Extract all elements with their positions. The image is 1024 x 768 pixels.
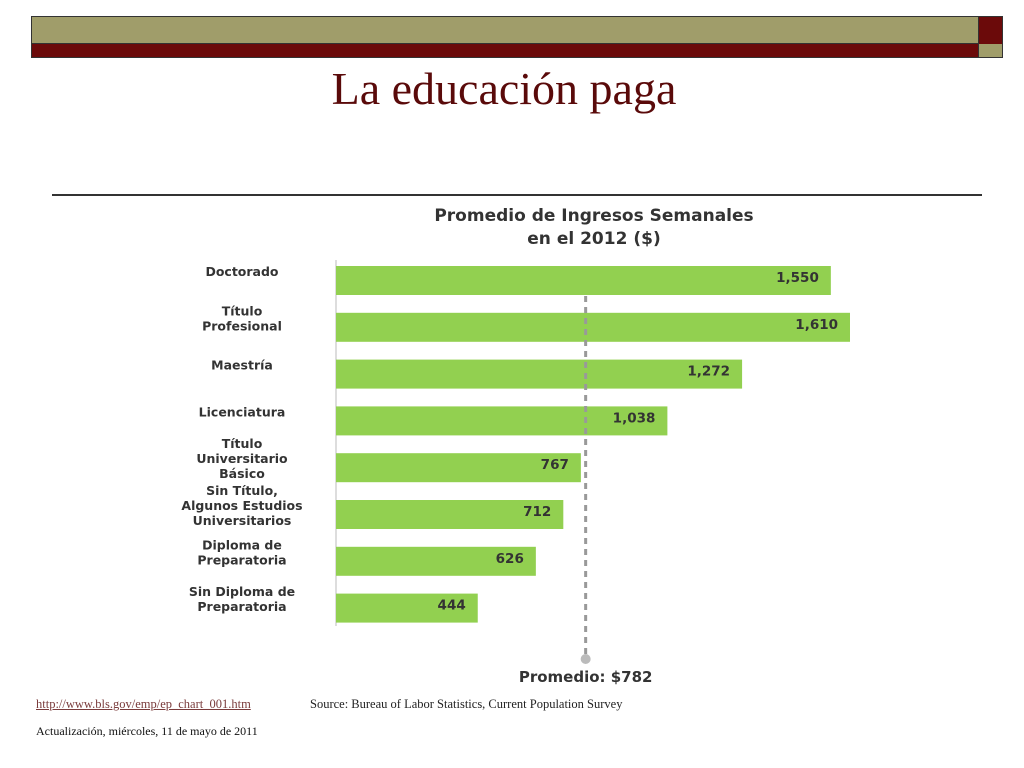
value-label: 1,610 bbox=[795, 316, 838, 333]
category-label: Diploma de bbox=[202, 537, 282, 553]
value-label: 1,272 bbox=[687, 363, 731, 380]
value-label: 767 bbox=[540, 457, 569, 474]
category-label: Sin Diploma de bbox=[188, 584, 296, 600]
average-label: Promedio: $782 bbox=[518, 668, 653, 686]
chart-title-line: en el 2012 ($) bbox=[527, 229, 661, 249]
slide-title: La educación paga bbox=[331, 63, 677, 114]
category-label: Preparatoria bbox=[197, 599, 287, 615]
category-label: Título bbox=[221, 436, 263, 452]
category-label: Universitarios bbox=[192, 513, 292, 528]
category-label: Sin Título, bbox=[206, 483, 278, 498]
category-label: Preparatoria bbox=[197, 552, 287, 568]
value-label: 1,038 bbox=[612, 410, 656, 427]
category-label: Profesional bbox=[202, 318, 282, 334]
source-link[interactable]: http://www.bls.gov/emp/ep_chart_001.htm bbox=[36, 697, 251, 711]
value-label: 1,550 bbox=[776, 270, 819, 286]
category-label: Maestría bbox=[211, 357, 273, 373]
bar-1 bbox=[336, 313, 850, 342]
bar-0 bbox=[336, 266, 831, 295]
category-label: Título bbox=[221, 303, 263, 319]
source-note: Source: Bureau of Labor Statistics, Current Population Survey bbox=[310, 697, 623, 711]
chart-title-line: Promedio de Ingresos Semanales bbox=[434, 206, 754, 226]
category-label: Algunos Estudios bbox=[181, 498, 303, 513]
value-label: 444 bbox=[437, 597, 466, 614]
category-label: Licenciatura bbox=[198, 404, 286, 420]
value-label: 626 bbox=[495, 550, 524, 567]
category-label: Doctorado bbox=[205, 264, 279, 279]
average-marker bbox=[581, 654, 591, 664]
bar-2 bbox=[336, 360, 742, 389]
category-label: Universitario bbox=[196, 451, 288, 467]
category-label: Básico bbox=[219, 466, 265, 482]
update-date: Actualización, miércoles, 11 de mayo de 2011 bbox=[36, 724, 258, 738]
value-label: 712 bbox=[523, 504, 552, 520]
